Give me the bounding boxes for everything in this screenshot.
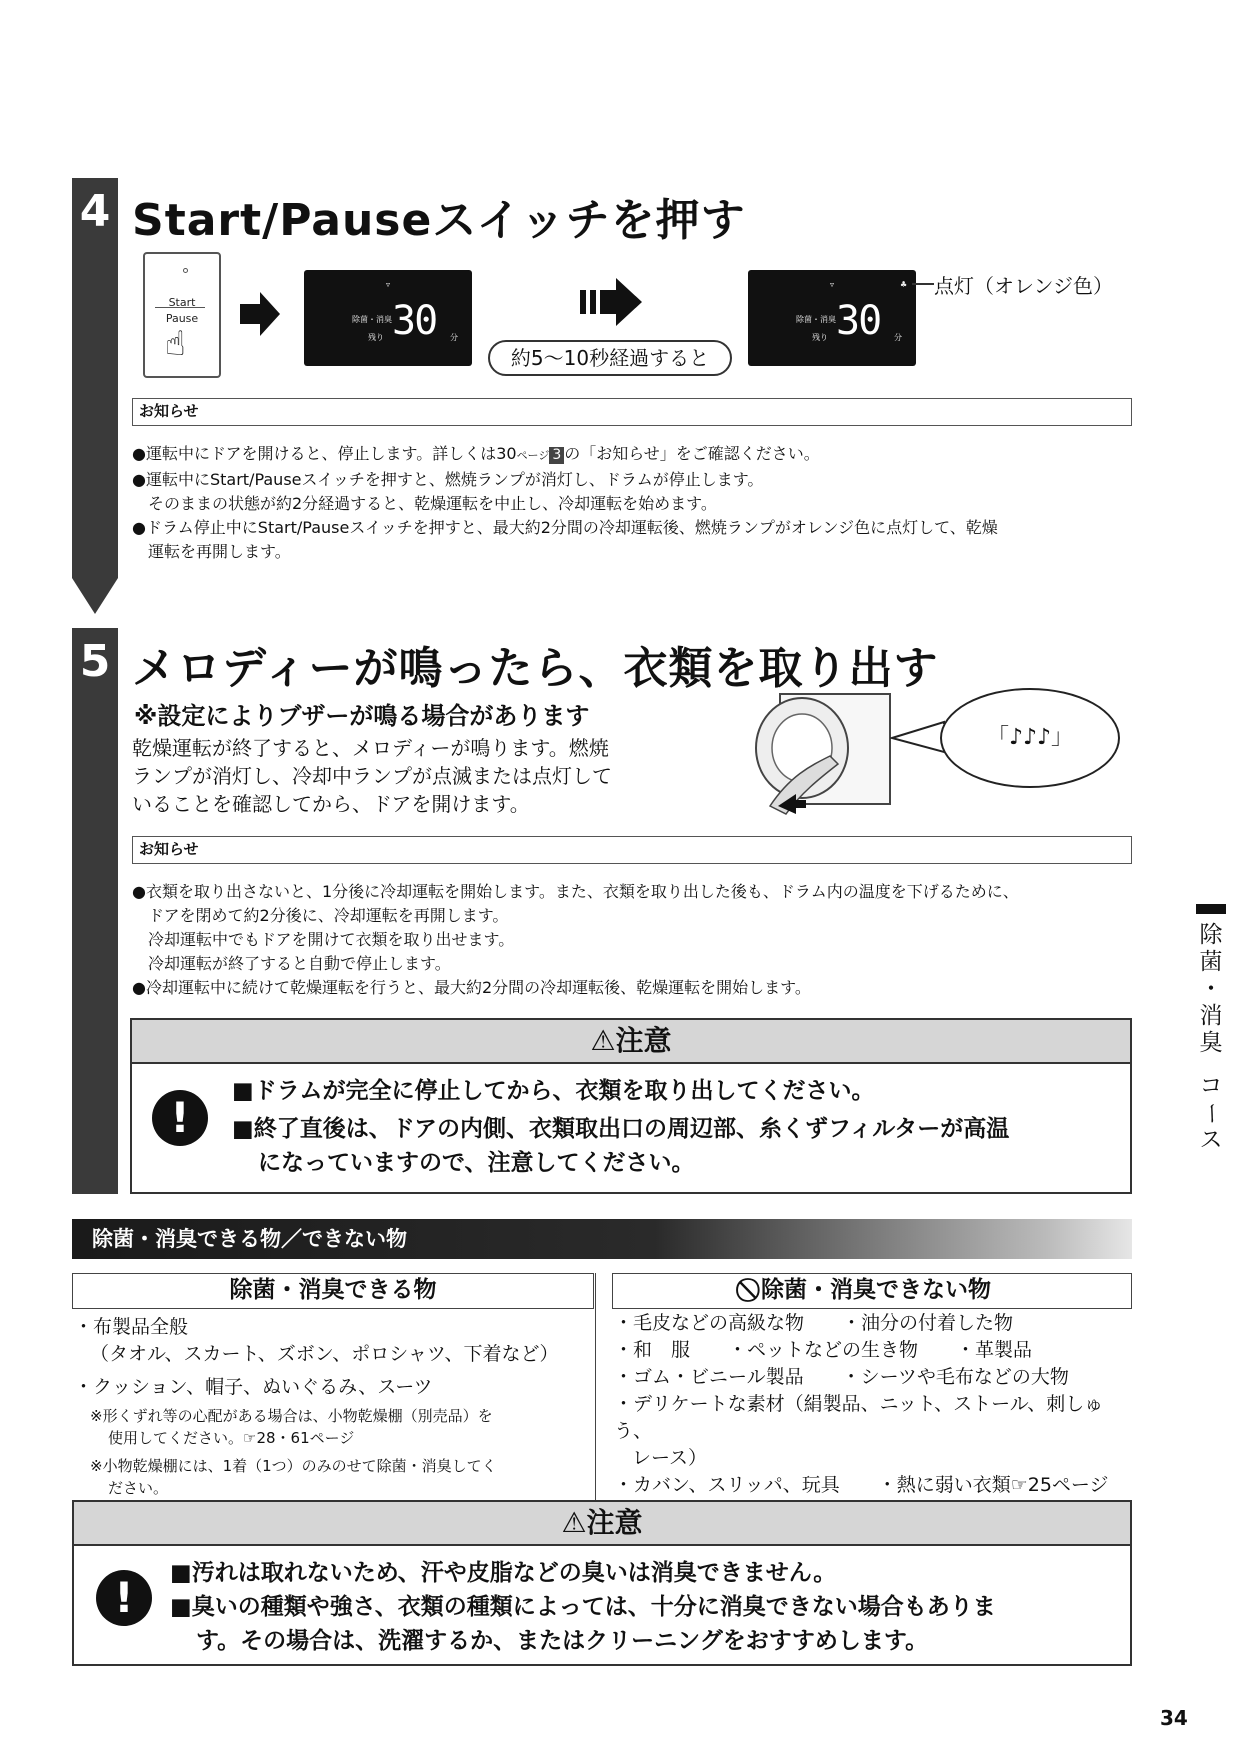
can-list: ・布製品全般 （タオル、スカート、ズボン、ポロシャツ、下着など） ・クッション、帽子、ぬいぐるみ、スーツ ※形くずれ等の心配がある場合は、小物乾燥棚（別売品）を 使用してください。☞28・61ページ ※小物乾燥棚には、1着（1つ）のみのせて除菌・消臭してく ださい。 <box>74 1314 589 1499</box>
list-item: レース） <box>632 1447 708 1469</box>
side-tab-marker <box>1196 904 1226 914</box>
step4-number: 4 <box>79 186 111 237</box>
side-tab-label: 除 菌 ・ 消 臭 コ ー ス <box>1198 922 1225 1153</box>
cannot-header: ⃠ 除菌・消臭できない物 <box>612 1273 1132 1309</box>
list-item: ・クッション、帽子、ぬいぐるみ、スーツ <box>74 1376 433 1398</box>
notice-item: ●運転中にStart/Pauseスイッチを押すと、燃焼ランプが消灯し、ドラムが停止します。 <box>132 470 764 489</box>
arrow-right-icon <box>240 292 280 336</box>
exclamation-icon: ! <box>96 1570 152 1626</box>
pointing-hand-icon: ☝ <box>165 324 186 364</box>
step4-notice <box>132 442 1132 564</box>
notice-item: 冷却運転が終了すると自動で停止します。 <box>148 954 451 973</box>
page-number: 34 <box>1160 1706 1188 1730</box>
lamp-callout: 点灯（オレンジ色） <box>934 274 1113 298</box>
notice-item: ●ドラム停止中にStart/Pauseスイッチを押すと、最大約2分間の冷却運転後、燃焼ランプがオレンジ色に点灯して、乾燥 <box>132 518 998 537</box>
list-item: ・デリケートな素材（絹製品、ニット、ストール、刺しゅう、 <box>614 1393 1104 1442</box>
caution-box: ⚠注意 ! ■汚れは取れないため、汗や皮脂などの臭いは消臭できません。 ■臭いの種類や強さ、衣類の種類によっては、十分に消臭できない場合もありま す。その場合は、洗濯するか、またはクリーニングをおすすめします。 <box>72 1500 1132 1666</box>
display-before: ▿ 除菌・消臭 残り 30 分 <box>304 270 472 366</box>
caution-box: ⚠注意 ! ■ドラムが完全に停止してから、衣類を取り出してください。 ■終了直後は、ドアの内側、衣類取出口の周辺部、糸くずフィルターが高温 になっていますので、注意してください。 <box>130 1018 1132 1194</box>
step-flow-arrow <box>72 578 118 614</box>
notice-item: ドアを閉めて約2分後に、冷却運転を再開します。 <box>148 906 509 925</box>
step5-number: 5 <box>79 636 111 687</box>
list-item: ・和 服 ・ペットなどの生き物 ・革製品 <box>614 1339 1033 1361</box>
notice-item: ●運転中にドアを開けると、停止します。詳しくは30ページ 3 の「お知らせ」をご確認ください。 <box>132 444 820 463</box>
display-after: ▿ ♣ 除菌・消臭 残り 30 分 <box>748 270 916 366</box>
exclamation-icon: ! <box>152 1090 208 1146</box>
notice-item: 冷却運転中でもドアを開けて衣類を取り出せます。 <box>148 930 515 949</box>
double-arrow-icon <box>580 278 642 326</box>
dryer-illustration <box>740 686 900 818</box>
can-header: 除菌・消臭できる物 <box>72 1273 594 1309</box>
cannot-list <box>614 1310 1134 1526</box>
caution-header: ⚠注意 <box>132 1020 1130 1064</box>
notice-header: お知らせ <box>132 836 1132 864</box>
step4-bar <box>72 178 118 578</box>
lamp-dot <box>183 268 188 273</box>
list-item: ・布製品全般 <box>74 1316 189 1338</box>
step4-title: Start/Pauseスイッチを押す <box>132 195 746 246</box>
step5-title: メロディーが鳴ったら、衣類を取り出す <box>132 643 939 694</box>
step5-bar <box>72 628 118 1194</box>
list-item: （タオル、スカート、ズボン、ポロシャツ、下着など） <box>90 1343 559 1365</box>
control-panel-illustration <box>143 252 221 378</box>
step-ref-badge: 3 <box>549 447 564 464</box>
notice-item: 運転を再開します。 <box>148 542 291 561</box>
notice-item: ●冷却運転中に続けて乾燥運転を行うと、最大約2分間の冷却運転後、乾燥運転を開始します。 <box>132 978 811 997</box>
caution-header: ⚠注意 <box>74 1502 1130 1546</box>
notice-item: ●衣類を取り出さないと、1分後に冷却運転を開始します。また、衣類を取り出した後も、ドラム内の温度を下げるために、 <box>132 882 1019 901</box>
list-item: ・ゴム・ビニール製品 ・シーツや毛布などの大物 <box>614 1366 1069 1388</box>
step5-notice <box>132 880 1132 1000</box>
section-title: 除菌・消臭できる物／できない物 <box>72 1219 1132 1259</box>
start-label: Start <box>168 296 196 309</box>
list-item: ・毛皮などの高級な物 ・油分の付着した物 <box>614 1312 1014 1334</box>
burner-lamp-icon: ♣ <box>900 280 908 289</box>
interval-label: 約5～10秒経過すると <box>488 340 732 376</box>
notice-item: そのままの状態が約2分経過すると、乾燥運転を中止し、冷却運転を始めます。 <box>148 494 717 513</box>
step5-subtitle: ※設定によりブザーが鳴る場合があります <box>134 702 590 730</box>
notice-header: お知らせ <box>132 398 1132 426</box>
list-item: ・カバン、スリッパ、玩具 ・熱に弱い衣類☞25ページ <box>614 1474 1109 1496</box>
melody-bubble: 「♪♪♪」 <box>940 688 1120 788</box>
signal-icon: ▿ <box>386 280 391 289</box>
step5-body: 乾燥運転が終了すると、メロディーが鳴ります。燃焼 ランプが消灯し、冷却中ランプが点滅または点灯して いることを確認してから、ドアを開けます。 <box>132 736 612 816</box>
pause-label: Pause <box>165 312 199 325</box>
